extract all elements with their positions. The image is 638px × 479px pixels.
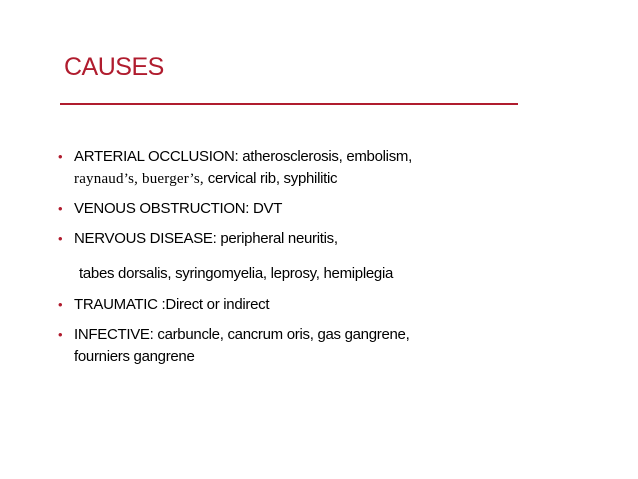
list-item-text: cervical rib, syphilitic bbox=[203, 170, 338, 187]
list-item-line: NERVOUS DISEASE: peripheral neuritis, bbox=[74, 230, 338, 247]
bullet-dot-icon: • bbox=[58, 297, 63, 312]
page-title: CAUSES bbox=[64, 53, 164, 81]
line-spacer bbox=[74, 250, 578, 263]
title-divider bbox=[60, 103, 518, 105]
list-item-line: tabes dorsalis, syringomyelia, leprosy, hemiplegia bbox=[79, 265, 394, 282]
bullet-dot-icon: • bbox=[58, 327, 63, 342]
list-item-line: fourniers gangrene bbox=[74, 348, 195, 365]
list-item-infective bbox=[58, 324, 578, 368]
list-item-venous bbox=[58, 198, 578, 220]
list-item-line: TRAUMATIC :Direct or indirect bbox=[74, 296, 270, 313]
list-item-nervous bbox=[58, 228, 578, 285]
list-item-traumatic bbox=[58, 294, 578, 316]
bullet-dot-icon: • bbox=[58, 149, 63, 164]
bullet-dot-icon: • bbox=[58, 201, 63, 216]
bullet-dot-icon: • bbox=[58, 231, 63, 246]
list-item-arterial bbox=[58, 146, 578, 190]
list-item-text: raynaud’s, buerger’s, bbox=[74, 171, 204, 187]
list-item-line: INFECTIVE: carbuncle, cancrum oris, gas gangrene, bbox=[74, 326, 410, 343]
bullet-list bbox=[58, 146, 578, 368]
list-item-line: ARTERIAL OCCLUSION: atherosclerosis, embolism, bbox=[74, 148, 412, 165]
list-item-line bbox=[74, 168, 578, 190]
list-item-line: VENOUS OBSTRUCTION: DVT bbox=[74, 200, 283, 217]
